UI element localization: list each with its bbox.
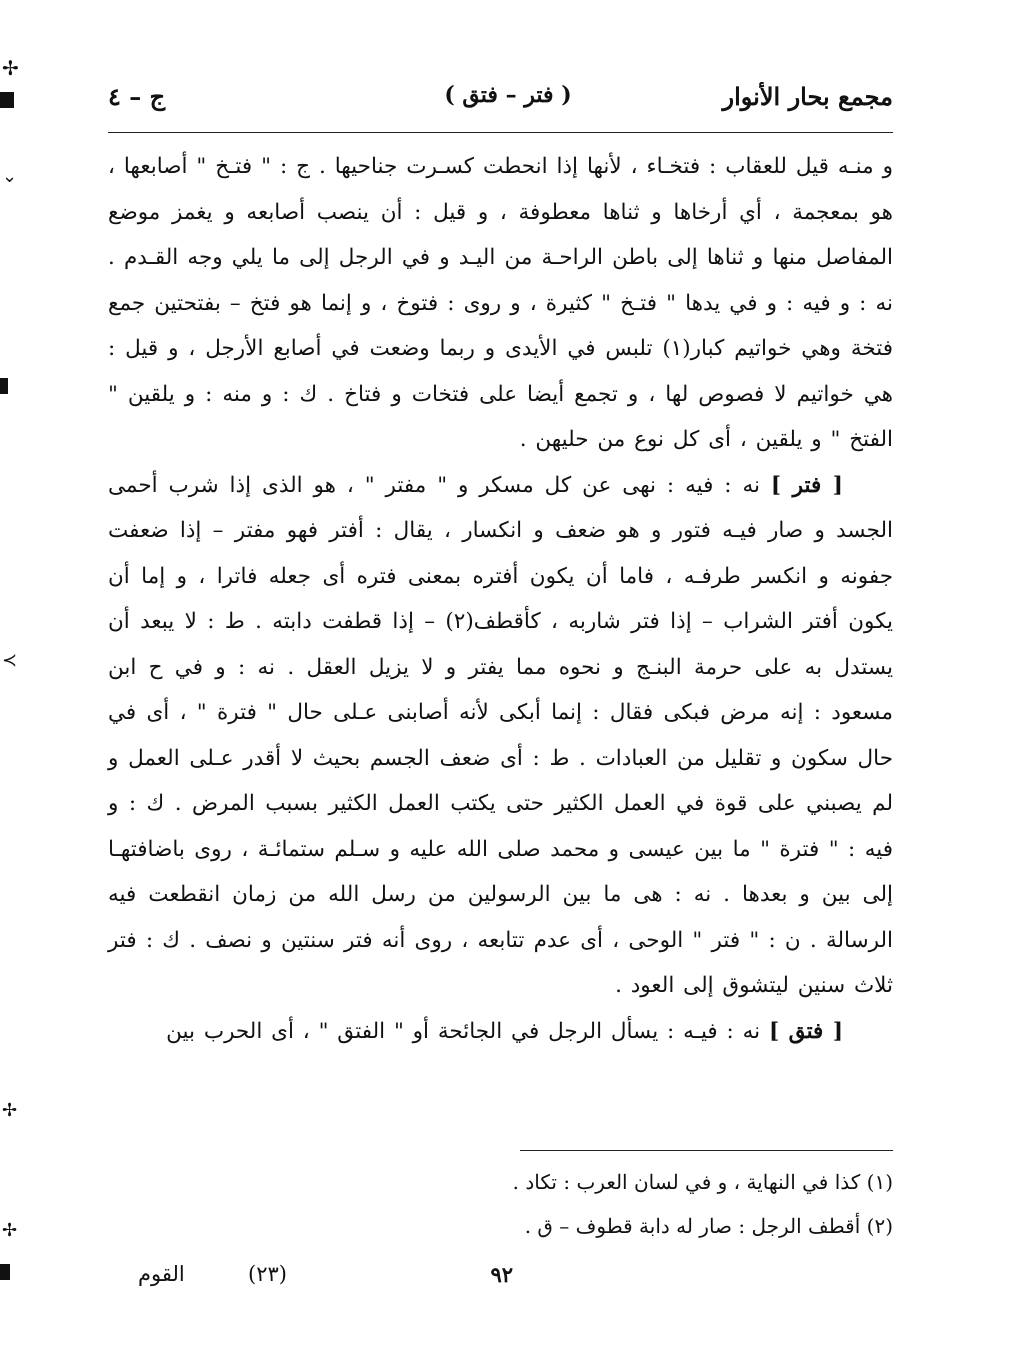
entry-head-fatara: [ فتر ]	[770, 472, 843, 498]
margin-bar-mid	[0, 378, 8, 394]
section-title: ( فتر – فتق )	[444, 82, 572, 108]
page-number: ٩٢	[490, 1262, 513, 1287]
page-footer	[108, 1262, 893, 1302]
main-text	[108, 144, 893, 1054]
crosshair-mark-icon-3: ✢	[2, 1220, 18, 1241]
paragraph-fatara	[108, 463, 893, 1009]
crosshair-mark-icon: ✢	[2, 56, 19, 80]
footnote-1: (١) كذا في النهاية ، و في لسان العرب : تكاد .	[512, 1170, 893, 1194]
footnote-divider	[520, 1150, 893, 1151]
crosshair-mark-icon-2: ✢	[2, 1100, 18, 1121]
margin-tick-icon: ⌄	[2, 166, 18, 187]
entry-head-fataqa: [ فتق ]	[768, 1018, 843, 1044]
margin-bar-bottom	[0, 1264, 10, 1280]
header-divider	[108, 132, 893, 133]
paragraph-fatakha: و منـه قيل للعقاب : فتخـاء ، لأنها إذا انحطت كسـرت جناحيها . ج : " فتـخ " أصابعها ، هو بمعجمة ، أي أرخاها و ثناها معطوفة ، و قيل : أن ينصب أصابعه و يغمز موضع المفاصل منها و ثناها إلى باطن الراحـة من اليـد و في الرجل إلى ما يلي وجه القـدم . نه : و فيه : و في يدها " فتـخ " كثيرة ، و روى : فتوخ ، و إنما هو فتخ – بفتحتين جمع فتخة وهي خواتيم كبار(١) تلبس في الأيدى و ربما وضعت في أصابع الأرجل ، و قيل : هي خواتيم لا فصوص لها ، و تجمع أيضا على فتخات و فتاخ . ك : و منه : و يلقين " الفتخ " و يلقين ، أى كل نوع من حليهن .	[108, 154, 893, 452]
entry-text-fataqa: نه : فيـه : يسأل الرجل في الجائحة أو " الفتق " ، أى الحرب بين	[166, 1018, 761, 1044]
paragraph-fataqa	[108, 1009, 893, 1055]
volume-label: ج – ٤	[108, 82, 166, 111]
catchword: القوم	[138, 1262, 185, 1286]
footnote-2: (٢) أقطف الرجل : صار له دابة قطوف – ق .	[524, 1214, 893, 1238]
signature-mark: (٢٣)	[248, 1262, 287, 1286]
running-header	[108, 82, 893, 122]
footnotes	[108, 1160, 893, 1248]
entry-text-fatara: نه : فيه : نهى عن كل مسكر و " مفتر " ، هو الذى إذا شرب أحمى الجسد و صار فيـه فتور و هو ضعف و انكسار ، يقال : أفتر فهو مفتر – إذا ضعفت جفونه و انكسر طرفـه ، فاما أن يكون أفتره بمعنى فتره أى جعله فاترا ، و إما أن يكون أفتر الشراب – إذا فتر شاربه ، كأقطف(٢) – إذا قطفت دابته . ط : لا يبعد أن يستدل به على حرمة البنـج و نحوه مما يفتر و لا يزيل العقل . نه : و في ح ابن مسعود : إنه مرض فبكى فقال : إنما أبكى لأنه أصابنى عـلى حال " فترة " ، أى في حال سكون و تقليل من العبادات . ط : أى ضعف الجسم بحيث لا أقدر عـلى العمل و لم يصبني على قوة في العمل الكثير حتى يكتب العمل الكثير بسبب المرض . ك : و فيه : " فترة " ما بين عيسى و محمد صلى الله عليه و سـلم ستمائـة ، روى باضافتهـا إلى بين و بعدها . نه : هى ما بين الرسولين من رسل الله من زمان انقطعت فيه الرسالة . ن : " فتر " الوحى ، أى عدم تتابعه ، روى أنه فتر سنتين و نصف . ك : فتر ثلاث سنين ليتشوق إلى العود .	[108, 472, 894, 998]
book-title: مجمع بحار الأنوار	[722, 82, 893, 111]
margin-arrow-icon: ≻	[2, 650, 18, 671]
margin-bar-top	[0, 92, 14, 108]
